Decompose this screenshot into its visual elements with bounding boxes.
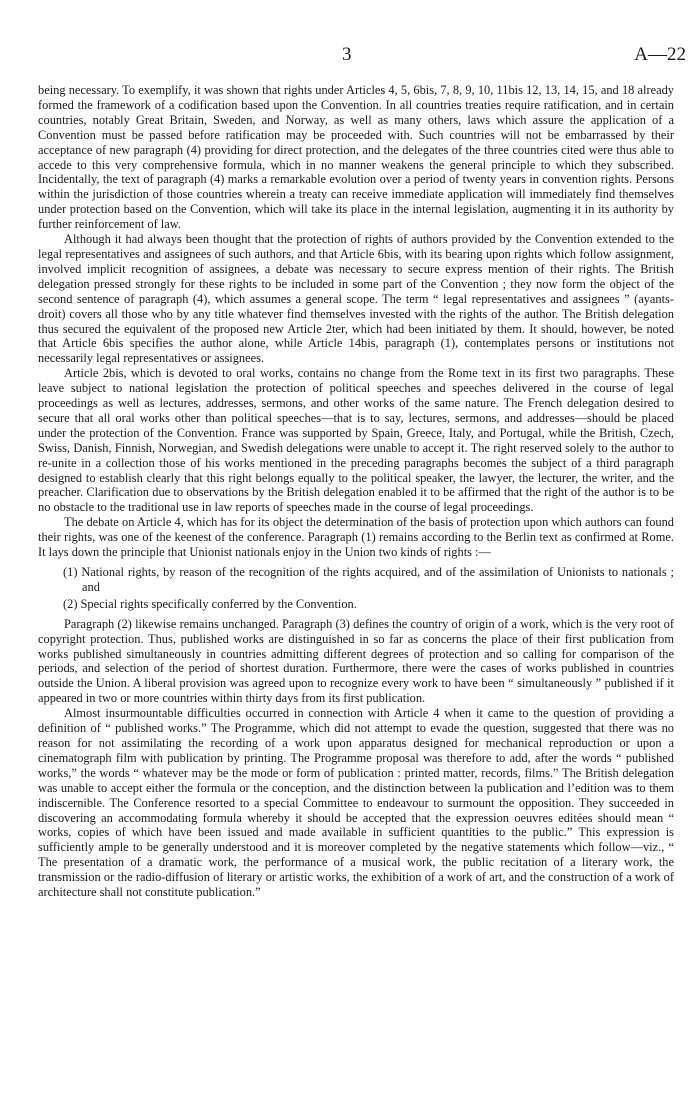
rights-list	[38, 565, 674, 612]
page-number: 3	[342, 44, 352, 65]
paragraph: Paragraph (2) likewise remains unchanged. Paragraph (3) defines the country of origin of a work, which is the very root of copyright protection. Thus, published works are distinguished in so far as concerns the place of their first publication from works published simultaneously in countries admitting different degrees of protection and so calling for comparison of the periods, and selection of the period of shortest duration. Furthermore, there were the cases of works published in countries outside the Union. A liberal provision was agreed upon to recognize every work to have been “ simultaneously ” published if it appeared in two or more countries within thirty days from its first publication.	[38, 616, 674, 706]
list-item: (1) National rights, by reason of the recognition of the rights acquired, and of the assimilation of Unionists to nationals ; and	[63, 565, 674, 594]
body-text	[38, 83, 674, 900]
paragraph: The debate on Article 4, which has for its object the determination of the basis of protection upon which authors can found their rights, was one of the keenest of the conference. Paragraph (1) remains according to the Berlin text as confirmed at Rome. It lays down the principle that Unionist nationals enjoy in the Union two kinds of rights :—	[38, 515, 674, 560]
paragraph: Almost insurmountable difficulties occurred in connection with Article 4 when it came to the question of providing a definition of “ published works.” The Programme, which did not attempt to evade the question, suggested that there was no reason for not assimilating the recording of a work upon apparatus designed for mechanical reproduction or upon a cinematograph film with publication by printing. The Programme proposal was therefore to add, after the words “ published works,” the words “ whatever may be the mode or form of publication : printed matter, records, films.” The British delegation was unable to accept either the formula or the conception, and the distinction between la publication and l’edition was to them indiscernible. The Conference resorted to a special Committee to endeavour to surmount the opposition. They succeeded in discovering an accommodating formula whereby it should be accepted that the expression oeuvres editées should mean “ works, copies of which have been issued and made available in sufficient quantities to the public.” This expression is sufficiently ample to be generally understood and it is moreover completed by the negative statements which follow—viz., “ The presentation of a dramatic work, the performance of a musical work, the public recitation of a literary work, the transmission or the radio-diffusion of literary or artistic works, the exhibition of a work of art, and the construction of a work of architecture shall not constitute publication.”	[38, 706, 674, 900]
document-reference: A—22	[634, 44, 686, 65]
paragraph: Although it had always been thought that the protection of rights of authors provided by the Convention extended to the legal representatives and assignees of such authors, and that Article 6bis, with its bearing upon rights which follow assignment, involved implicit recognition of assignees, a debate was necessary to secure express mention of their rights. The British delegation pressed strongly for these rights to be included in some part of the Convention ; they now form the object of the second sentence of paragraph (4), which assumes a general scope. The term “ legal representatives and assignees ” (ayants-droit) covers all those who by any title whatever find themselves invested with the rights of the author. The British delegation thus secured the equivalent of the proposed new Article 2ter, which had been initiated by them. It should, however, be noted that Article 6bis specifies the author alone, while Article 14bis, paragraph (1), contemplates persons or institutions not necessarily legal representatives or assignees.	[38, 232, 674, 366]
paragraph: being necessary. To exemplify, it was shown that rights under Articles 4, 5, 6bis, 7, 8, 9, 10, 11bis 12, 13, 14, 15, and 18 already formed the framework of a codification based upon the Convention. In all countries treaties require ratification, and in certain countries, notably Great Britain, Sweden, and Norway, as well as many others, laws which assure the application of a Convention must be passed before ratification may be proceeded with. Such countries will not be embarrassed by their acceptance of new paragraph (4) providing for direct protection, and the delegates of the three countries cited were thus able to accede to this very comprehensive formula, which in no manner weakens the general principle to which they subscribed. Incidentally, the text of paragraph (4) marks a remarkable evolution over a period of twenty years in convention rights. Persons within the jurisdiction of those countries wherein a treaty can receive immediate application will immediately find themselves under protection based on the Convention, which will take its place in the internal legislation, augmenting it in its authority by further reinforcement of law.	[38, 83, 674, 232]
page-header	[0, 44, 700, 66]
list-item: (2) Special rights specifically conferred by the Convention.	[63, 596, 357, 611]
paragraph: Article 2bis, which is devoted to oral works, contains no change from the Rome text in its first two paragraphs. These leave subject to national legislation the protection of political speeches and speeches delivered in the course of legal proceedings as well as lectures, addresses, sermons, and other works of the same nature. The French delegation desired to secure that all oral works other than political speeches—that is to say, lectures, sermons, and addresses—should be placed under the protection of the Convention. France was supported by Spain, Greece, Italy, and Portugal, while the British, Czech, Swiss, Danish, Finnish, Norwegian, and Swedish delegations were unable to accept it. The right reserved solely to the author to re-unite in a collection those of his works mentioned in the preceding paragraphs becomes the subject of a third paragraph designed to establish clearly that this right belongs equally to the political speaker, the lawyer, the lecturer, the writer, and the preacher. Clarification due to observations by the British delegation enabled it to be affirmed that the right of the author is to be no obstacle to the traditional use in law reports of speeches made in the course of legal proceedings.	[38, 366, 674, 515]
